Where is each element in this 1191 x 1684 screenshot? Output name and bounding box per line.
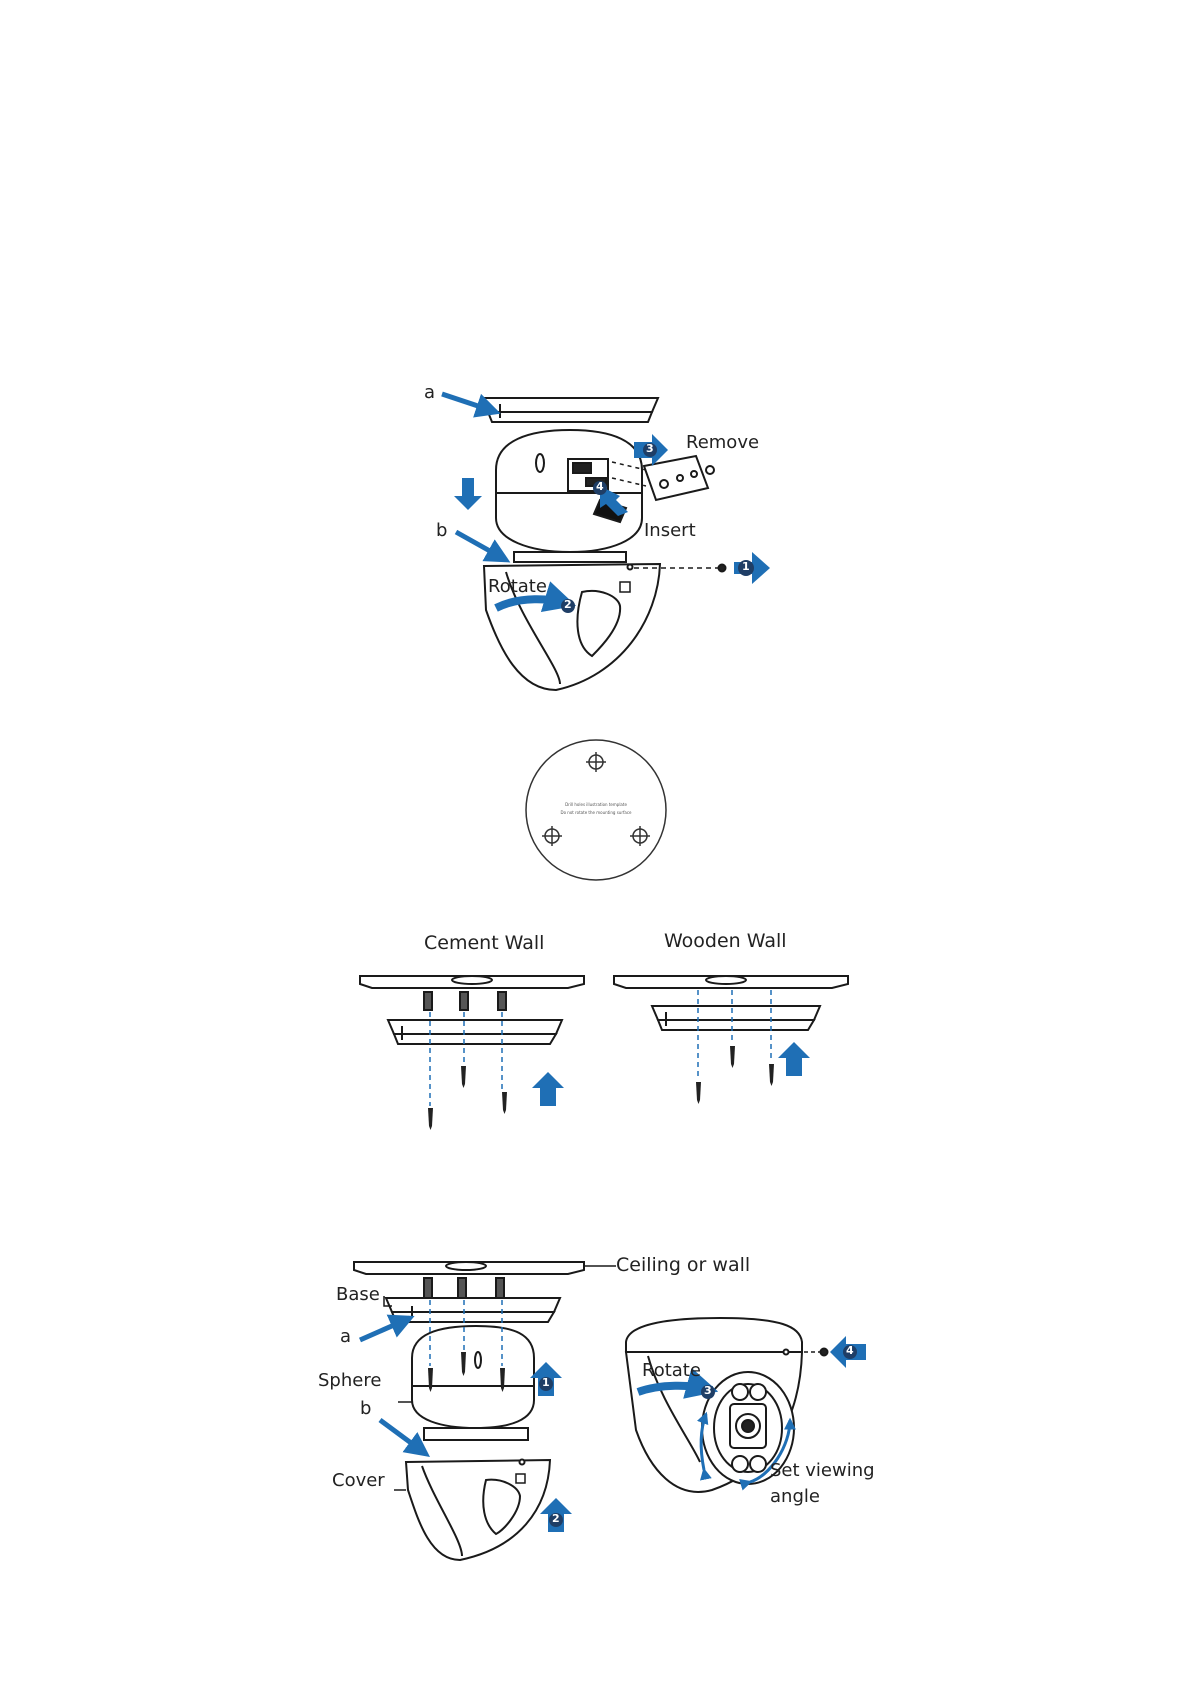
wooden-screws xyxy=(696,1046,774,1104)
cement-screws xyxy=(428,1066,507,1130)
label-angle: angle xyxy=(770,1486,820,1507)
figure-assembly xyxy=(354,1262,828,1560)
template-text-1: Drill holes illustration template xyxy=(565,802,627,807)
label-set-viewing: Set viewing xyxy=(770,1460,875,1481)
label-rotate-2: Rotate xyxy=(642,1360,701,1381)
step-3-number: 3 xyxy=(646,442,654,455)
label-remove: Remove xyxy=(686,432,760,453)
step-2b-number: 2 xyxy=(552,1512,560,1525)
cement-anchors xyxy=(424,992,506,1010)
cement-base-ring xyxy=(388,1020,562,1034)
hole-marker-right xyxy=(630,826,650,846)
label-cover: Cover xyxy=(332,1470,385,1491)
label-sphere: Sphere xyxy=(318,1370,382,1391)
label-base: Base xyxy=(336,1284,380,1305)
label-b2: b xyxy=(360,1398,372,1419)
arrow-down xyxy=(454,478,482,510)
label-cement-wall: Cement Wall xyxy=(424,932,545,954)
step-4-number: 4 xyxy=(596,480,604,493)
label-wooden-wall: Wooden Wall xyxy=(664,930,787,952)
figure3-arrows xyxy=(532,1042,810,1106)
arrow-up-cement xyxy=(532,1072,564,1106)
step-4b-number: 4 xyxy=(846,1344,854,1357)
base-ring xyxy=(482,398,658,422)
label-rotate: Rotate xyxy=(488,576,547,597)
step-1-number: 1 xyxy=(742,560,750,573)
label-ceiling-or-wall: Ceiling or wall xyxy=(616,1254,751,1276)
label-insert: Insert xyxy=(644,520,696,541)
label-a: a xyxy=(424,382,436,403)
step-2-number: 2 xyxy=(564,598,572,611)
arrow-b2 xyxy=(380,1420,426,1454)
step-3b-number: 3 xyxy=(704,1384,712,1397)
label-b: b xyxy=(436,520,448,541)
step-1b-number: 1 xyxy=(542,1376,550,1389)
template-text-2: Do not rotate the mounting surface xyxy=(560,810,632,815)
hole-marker-top xyxy=(586,752,606,772)
assembly-cover xyxy=(406,1460,550,1560)
arrow-b xyxy=(456,532,506,560)
arrow-up-wooden xyxy=(778,1042,810,1076)
sphere-body xyxy=(496,430,642,562)
label-a2: a xyxy=(340,1326,352,1347)
hole-marker-left xyxy=(542,826,562,846)
wooden-base-ring xyxy=(652,1006,820,1020)
arrow-a2 xyxy=(360,1318,410,1340)
figure-walls xyxy=(360,976,848,1130)
